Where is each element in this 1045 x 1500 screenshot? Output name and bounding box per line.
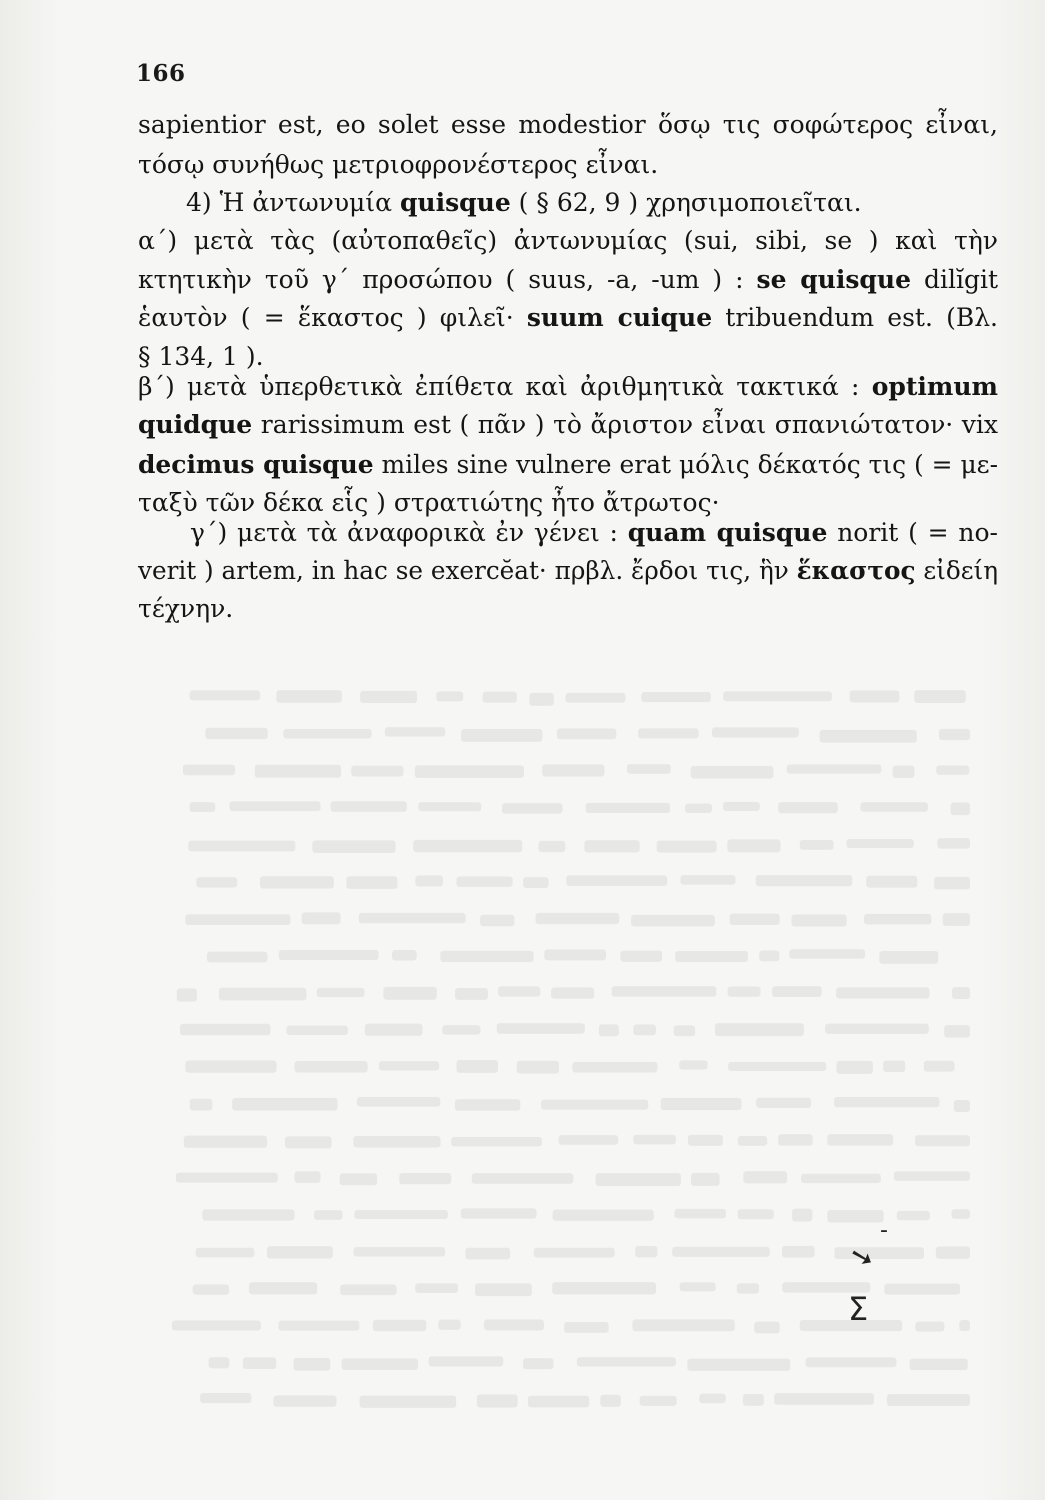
bleed-word <box>480 915 514 926</box>
bleed-word <box>202 1209 294 1220</box>
bleed-word <box>715 1023 804 1036</box>
bleed-word <box>232 1098 337 1111</box>
bleed-word <box>820 730 917 743</box>
text-run: ταξὺ τῶν δέκα εἷς ) στρατιώτης ἦτο ἄτρωτος· <box>138 488 720 517</box>
bleed-word <box>184 1136 267 1148</box>
bleed-word <box>952 987 970 999</box>
bleed-word <box>415 765 524 777</box>
bleed-word <box>638 728 699 738</box>
bleed-word <box>283 729 371 739</box>
text-line <box>138 372 998 402</box>
bleed-word <box>934 877 970 890</box>
bleed-word <box>791 914 846 926</box>
bleed-word <box>273 1395 336 1406</box>
bleed-word <box>455 988 488 1000</box>
bleed-word <box>631 915 715 926</box>
bleed-word <box>442 1025 480 1034</box>
bleed-word <box>295 1171 321 1183</box>
bleed-word <box>893 766 915 778</box>
bleed-word <box>229 801 320 811</box>
text-line <box>138 556 998 586</box>
bleed-word <box>728 1062 826 1071</box>
bleed-word <box>756 875 853 886</box>
margin-mark-scribble: Σ <box>848 1290 869 1328</box>
bleed-word <box>937 838 970 849</box>
bleed-word <box>185 914 290 925</box>
bleed-word <box>551 987 594 998</box>
bleed-word <box>502 803 563 813</box>
bleed-word <box>635 1246 657 1257</box>
text-line <box>138 594 233 624</box>
bleed-word <box>542 764 604 776</box>
bleed-word <box>544 949 606 960</box>
bleed-word <box>675 951 748 962</box>
text-line <box>190 518 998 548</box>
text-run: sapientior est, eo solet esse modestior ὅσῳ τις σοφώτερος εἶναι, <box>138 110 998 139</box>
text-run: miles sine vulnere erat μόλις δέκατός τις ( = με- <box>373 450 998 479</box>
text-run: § 134, 1 ). <box>138 342 264 371</box>
bleed-word <box>193 1285 229 1295</box>
text-line <box>138 150 658 180</box>
bleed-word <box>557 728 616 739</box>
bold-term: suum cuique <box>526 303 713 332</box>
bleed-word <box>365 1024 423 1036</box>
bleed-word <box>538 841 565 852</box>
text-run: verit ) artem, in hac se exercĕat· πρβλ. ἔρδοι τις, ἣν <box>138 556 797 585</box>
bleed-word <box>279 950 379 960</box>
bleed-word <box>523 1358 553 1369</box>
bleed-word <box>738 1136 767 1146</box>
bleed-word <box>461 1208 537 1218</box>
bleed-word <box>276 690 342 703</box>
bleed-word <box>738 1209 774 1219</box>
bleed-word <box>477 1395 518 1408</box>
bleed-word <box>353 1136 440 1147</box>
bleed-word <box>850 690 900 702</box>
bleed-word <box>774 1393 874 1405</box>
bleed-word <box>243 1357 276 1369</box>
bleed-word <box>196 1248 255 1258</box>
bleed-word <box>754 1322 779 1334</box>
bleed-word <box>455 1099 520 1110</box>
bleed-word <box>534 1248 615 1258</box>
text-line <box>138 450 998 480</box>
bleed-word <box>564 1322 609 1333</box>
bleed-word <box>461 729 542 742</box>
bold-term: decimus quisque <box>138 450 374 479</box>
bold-term: quam quisque <box>627 518 828 547</box>
bleed-word <box>827 1210 883 1222</box>
bleed-word <box>566 875 667 886</box>
bleed-word <box>884 1284 960 1295</box>
bleed-word <box>190 802 216 812</box>
bleed-word <box>806 1357 897 1367</box>
bleed-word <box>640 1396 677 1406</box>
bleed-word <box>723 802 760 811</box>
text-run: 4) Ἡ ἀντωνυμία <box>186 188 400 217</box>
bleed-word <box>475 1283 532 1296</box>
bleed-word <box>943 913 970 926</box>
bleed-word <box>346 876 397 889</box>
bleed-word <box>959 1320 970 1331</box>
bleed-word <box>792 1209 812 1222</box>
bleed-word <box>743 1171 787 1183</box>
bleed-word <box>612 986 717 996</box>
bleed-word <box>577 1357 676 1366</box>
text-run: tribuendum est. (Βλ. <box>712 303 999 332</box>
bleed-word <box>177 989 197 1002</box>
bleed-word <box>559 1135 619 1145</box>
bleed-word <box>183 765 235 776</box>
bleed-word <box>190 690 260 700</box>
bleed-word <box>756 1098 811 1108</box>
text-run: τέχνην. <box>138 594 234 623</box>
bleed-word <box>188 841 295 852</box>
bleed-word <box>267 1246 333 1258</box>
bleed-word <box>674 1209 726 1218</box>
bleed-word <box>359 913 466 923</box>
bleed-word <box>351 766 403 777</box>
bleed-word <box>260 876 334 888</box>
bleed-word <box>782 1246 815 1258</box>
bleed-word <box>737 1283 759 1293</box>
bleed-word <box>278 1321 359 1331</box>
bleed-word <box>185 1061 276 1073</box>
bleed-word <box>357 1097 440 1107</box>
bold-term: optimum <box>871 372 998 401</box>
bleed-word <box>674 1025 696 1036</box>
bleed-word <box>584 840 639 852</box>
bleed-word <box>565 693 625 703</box>
bleed-word <box>883 1061 905 1072</box>
bleed-word <box>620 951 662 962</box>
bleed-word <box>944 1025 970 1037</box>
bleed-word <box>924 1061 955 1072</box>
bleed-word <box>860 802 928 811</box>
bleed-word <box>951 1209 970 1218</box>
bleed-word <box>866 876 917 888</box>
text-run: ( § 62, 9 ) χρησιμοποιεῖται. <box>510 188 862 217</box>
bleed-word <box>641 692 711 702</box>
bleed-word <box>497 1023 585 1034</box>
bleed-word <box>864 914 931 925</box>
bleed-word <box>399 1173 451 1184</box>
text-line <box>138 226 998 256</box>
bleed-word <box>680 875 735 885</box>
bleed-word <box>483 692 517 703</box>
text-run: β΄) μετὰ ὑπερθετικὰ ἐπίθετα καὶ ἀριθμητικὰ τακτικά : <box>138 372 872 401</box>
bleed-word <box>354 1247 446 1256</box>
bleed-word <box>379 1061 439 1070</box>
bleed-word <box>196 877 237 887</box>
bleed-word <box>529 693 554 706</box>
bleed-word <box>176 1173 278 1183</box>
bleed-word <box>680 1282 716 1291</box>
bleed-word <box>772 986 822 997</box>
bold-term: quisque <box>399 188 511 217</box>
bleed-word <box>801 1174 881 1183</box>
bleed-word <box>498 986 540 996</box>
bleed-word <box>205 728 267 739</box>
bleed-word <box>728 986 761 996</box>
bleed-word <box>172 1320 261 1330</box>
bleed-word <box>727 839 780 852</box>
bleed-word <box>456 877 512 887</box>
bold-term: quidque <box>138 410 253 439</box>
bleed-word <box>484 1320 544 1331</box>
bleed-word <box>951 802 970 815</box>
bleed-word <box>190 1099 213 1111</box>
text-run: ἑαυτὸν ( = ἕκαστος ) φιλεῖ· <box>138 303 527 332</box>
bleed-word <box>436 691 463 701</box>
bleed-word <box>846 839 913 848</box>
bleed-word <box>295 1061 368 1073</box>
bleed-word <box>517 1061 559 1074</box>
bleed-word <box>552 1282 656 1294</box>
bleed-word <box>661 1098 742 1110</box>
margin-mark-dash: - <box>880 1218 888 1243</box>
bleed-word <box>688 1135 723 1146</box>
bleed-word <box>633 1135 676 1145</box>
bleed-word <box>586 803 671 813</box>
bleed-word <box>910 1359 968 1370</box>
bleed-word <box>836 987 930 998</box>
bleed-word <box>418 802 481 811</box>
text-run: τόσῳ συνήθως μετριοφρονέστερος εἶναι. <box>138 150 659 179</box>
bleed-word <box>596 1173 681 1186</box>
bleed-word <box>383 987 436 1000</box>
bleed-word <box>600 1395 620 1407</box>
bleed-word <box>627 764 671 774</box>
bleed-word <box>827 1134 893 1145</box>
bleed-word <box>373 1320 426 1331</box>
bleed-word <box>209 1357 230 1368</box>
bleed-word <box>914 690 966 703</box>
text-line <box>186 188 862 218</box>
bleed-word <box>219 988 307 1001</box>
bleed-word <box>541 1100 648 1110</box>
bleed-word <box>523 877 548 888</box>
bleed-word <box>691 1173 720 1186</box>
bleed-word <box>800 840 834 850</box>
text-run: norit ( = no- <box>827 518 999 547</box>
bleed-word <box>285 1136 332 1148</box>
bleed-word <box>392 950 417 960</box>
bleed-word <box>657 841 717 853</box>
text-run: κτητικὴν τοῦ γ΄ προσώπου ( suus, -a, -um ) : <box>138 265 757 294</box>
bleed-word <box>553 1210 654 1221</box>
text-run: dilĭgit <box>911 265 998 294</box>
bleed-word <box>572 1062 657 1073</box>
bleed-word <box>778 802 838 813</box>
bleed-word <box>286 1026 347 1035</box>
text-run: α΄) μετὰ τὰς (αὐτοπαθεῖς) ἀντωνυμίας (sui, sibi, se ) καὶ τὴν <box>138 226 998 255</box>
text-line <box>138 110 998 140</box>
bleed-word <box>340 1173 377 1185</box>
text-line <box>138 410 998 440</box>
bleed-word <box>632 1319 734 1331</box>
text-line <box>138 265 998 295</box>
bleed-word <box>954 1100 970 1112</box>
bleed-word <box>354 1210 447 1219</box>
bleed-word <box>915 1322 944 1332</box>
bold-term: se quisque <box>756 265 911 294</box>
bleed-word <box>699 1394 725 1404</box>
bleed-word <box>759 950 779 961</box>
bleed-word <box>712 727 799 737</box>
bleed-word <box>528 1396 589 1408</box>
bleed-word <box>536 913 620 924</box>
bleed-word <box>438 1320 460 1330</box>
bold-term: ἕκαστος <box>796 556 916 585</box>
bleed-word <box>879 951 938 964</box>
bleed-word <box>342 1358 419 1369</box>
bleed-word <box>314 1210 343 1220</box>
bleed-word <box>465 1248 510 1260</box>
bleed-word <box>599 1024 619 1036</box>
bleed-word <box>331 801 407 812</box>
bleed-word <box>687 1359 790 1371</box>
text-line <box>138 303 998 333</box>
bleed-word <box>691 766 774 778</box>
text-line <box>138 488 720 518</box>
text-line <box>138 342 264 372</box>
bleed-word <box>456 1060 497 1073</box>
bleed-word <box>939 729 970 740</box>
bleed-word <box>633 1024 656 1035</box>
bleed-word <box>302 912 341 924</box>
bleed-word <box>730 914 780 925</box>
bleed-word <box>440 951 533 962</box>
bleed-word <box>672 1247 770 1257</box>
bleed-word <box>887 1394 970 1406</box>
bleed-word <box>472 1173 574 1184</box>
bleed-word <box>360 691 417 703</box>
bleed-word <box>415 1283 458 1293</box>
bleed-word <box>743 1394 764 1406</box>
bleed-word <box>207 952 267 963</box>
text-run: εἰδείη <box>915 556 998 585</box>
bleed-word <box>293 1358 330 1371</box>
bleed-word <box>836 1061 872 1074</box>
bleed-word <box>385 727 446 736</box>
bleed-word <box>778 1134 813 1145</box>
margin-mark-arrow: ➘ <box>846 1237 878 1276</box>
bleed-word <box>340 1284 396 1295</box>
bleed-word <box>825 1024 929 1034</box>
bleed-word <box>723 691 832 701</box>
bleed-word <box>834 1097 939 1107</box>
bleed-word <box>312 840 395 853</box>
bleed-word <box>897 1211 930 1220</box>
bleed-word <box>915 1135 970 1146</box>
bleed-word <box>415 875 443 886</box>
bleed-word <box>936 1247 970 1259</box>
bleed-word <box>679 1060 707 1069</box>
bleed-word <box>936 765 969 774</box>
bleed-word <box>894 1171 970 1180</box>
bleed-word <box>413 840 522 852</box>
bleed-word <box>255 765 341 778</box>
bleed-word <box>451 1137 542 1146</box>
bleed-word <box>200 1393 251 1403</box>
bleed-word <box>789 949 865 958</box>
text-run: γ΄) μετὰ τὰ ἀναφορικὰ ἐν γένει : <box>190 518 628 547</box>
bleed-word <box>428 1356 503 1366</box>
text-run: rarissimum est ( πᾶν ) τὸ ἄριστον εἶναι σπανιώτατον· vix <box>252 410 998 439</box>
bleed-word <box>317 988 365 997</box>
bleed-word <box>685 804 712 813</box>
bleed-word <box>249 1282 317 1294</box>
bleed-word <box>787 765 882 774</box>
bleed-word <box>180 1024 270 1035</box>
page-number: 166 <box>136 60 186 87</box>
bleed-word <box>360 1396 457 1408</box>
